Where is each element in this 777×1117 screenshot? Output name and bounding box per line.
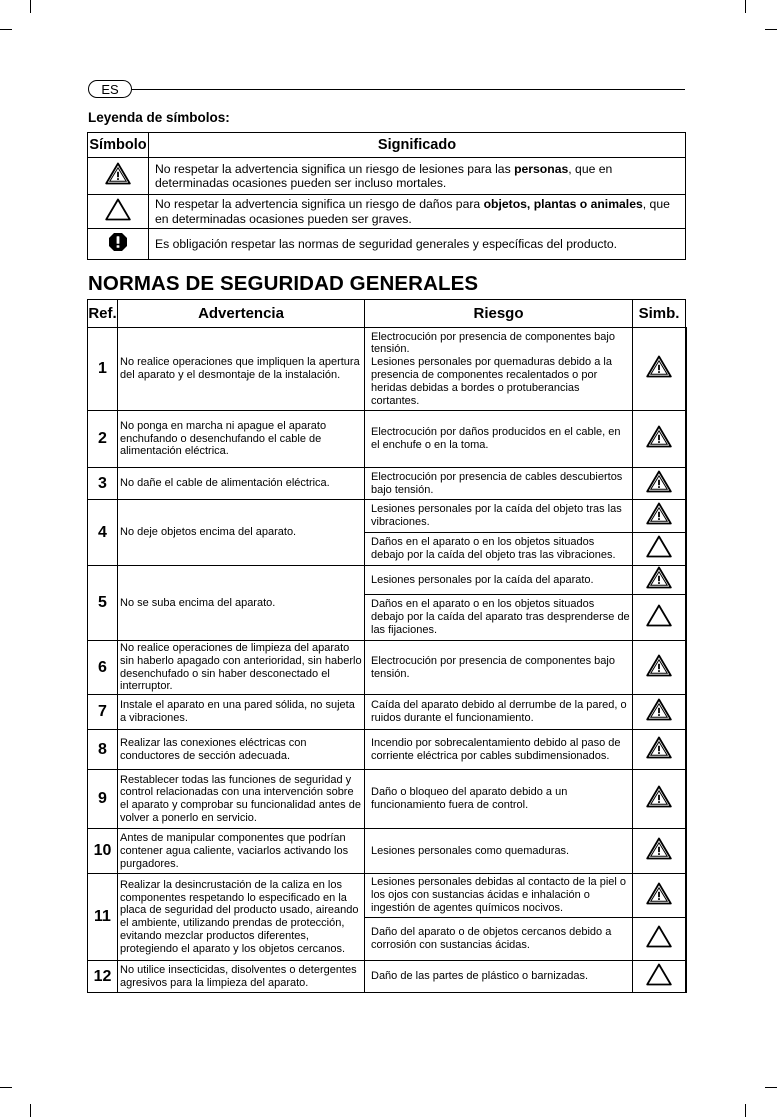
rule-row (88, 874, 686, 918)
rules-header-row (88, 300, 686, 328)
rule-ref: 8 (88, 730, 118, 770)
rule-risk: Daño del aparato o de objetos cercanos debido a corrosión con sustancias ácidas. (365, 918, 633, 961)
rule-ref: 2 (88, 411, 118, 468)
rule-ref: 4 (88, 500, 118, 566)
rule-symbol-cell (633, 770, 686, 829)
rule-risk: Lesiones personales debidas al contacto de la piel o los ojos con sustancias ácidas e inhalación o ingestión de agentes químicos nocivos. (365, 874, 633, 918)
rule-warning: No dañe el cable de alimentación eléctrica. (118, 468, 365, 500)
rule-warning: Antes de manipular componentes que podrían contener agua caliente, vaciarlos activando los purgadores. (118, 829, 365, 874)
warning-triangle-exclamation-icon (646, 736, 672, 759)
rule-risk: Incendio por sobrecalentamiento debido al paso de corriente eléctrica por cables subdimensionados. (365, 730, 633, 770)
legend-text: , que en determinadas ocasiones pueden ser graves. (155, 197, 670, 226)
rule-symbol-cell (633, 730, 686, 770)
rule-warning: No utilice insecticidas, disolventes o detergentes agresivos para la limpieza del aparato. (118, 961, 365, 993)
rule-symbol-cell (633, 328, 686, 411)
legend-text: Es obligación respetar las normas de seguridad generales y específicas del producto. (155, 236, 618, 251)
legend-meaning-cell (149, 229, 686, 260)
rules-col-ref: Ref. (88, 300, 118, 328)
legend-text: No respetar la advertencia significa un riesgo de daños para (155, 197, 484, 211)
legend-col-meaning: Significado (149, 133, 686, 158)
mandatory-exclamation-icon (108, 232, 128, 252)
legend-symbol-cell (88, 158, 149, 195)
warning-triangle-exclamation-icon (646, 837, 672, 860)
rule-symbol-cell (633, 641, 686, 695)
crop-mark-br-h (765, 1087, 777, 1088)
rule-ref: 7 (88, 695, 118, 730)
legend-row (88, 158, 686, 195)
section-title: NORMAS DE SEGURIDAD GENERALES (88, 272, 479, 295)
rule-row (88, 328, 686, 411)
rule-ref: 3 (88, 468, 118, 500)
rule-risk: Electrocución por daños producidos en el cable, en el enchufe o en la toma. (365, 411, 633, 468)
rule-symbol-cell (633, 874, 686, 918)
warning-triangle-exclamation-icon (646, 355, 672, 378)
rule-symbol-cell (633, 829, 686, 874)
crop-mark-bl-h (0, 1087, 12, 1088)
crop-mark-tl-v (30, 0, 31, 13)
warning-triangle-exclamation-icon (646, 785, 672, 808)
legend-text: No respetar la advertencia significa un riesgo de lesiones para las (155, 161, 515, 176)
legend-text: , que en determinadas ocasiones pueden ser incluso mortales. (155, 161, 613, 190)
rule-risk: Caída del aparato debido al derrumbe de la pared, o ruidos durante el funcionamiento. (365, 695, 633, 730)
crop-mark-tr-v (745, 0, 746, 13)
rule-warning: No se suba encima del aparato. (118, 566, 365, 641)
crop-mark-bl-v (30, 1104, 31, 1117)
language-badge: ES (88, 80, 132, 98)
legend-meaning-cell (149, 158, 686, 195)
rule-warning: No realice operaciones de limpieza del aparato sin haberlo apagado con anterioridad, sin haberlo desenchufado o sin haber desconectado el interruptor. (118, 641, 365, 695)
rule-warning: No realice operaciones que impliquen la apertura del aparato y el desmontaje de la instalación. (118, 328, 365, 411)
legend-text-emphasis: personas (514, 161, 569, 176)
rule-row (88, 695, 686, 730)
rule-risk: Lesiones personales como quemaduras. (365, 829, 633, 874)
legend-symbol-cell (88, 229, 149, 260)
rules-col-warning: Advertencia (118, 300, 365, 328)
legend-symbol-cell (88, 195, 149, 229)
rule-risk: Daño de las partes de plástico o barnizadas. (365, 961, 633, 993)
rule-risk: Daño o bloqueo del aparato debido a un funcionamiento fuera de control. (365, 770, 633, 829)
rule-ref: 6 (88, 641, 118, 695)
rule-row (88, 566, 686, 595)
legend-text-emphasis: objetos, plantas o animales (483, 197, 643, 211)
warning-triangle-exclamation-icon (105, 162, 131, 185)
warning-triangle-empty-icon (646, 925, 672, 948)
warning-triangle-empty-icon (105, 198, 131, 221)
safety-rules-table (87, 299, 687, 993)
rule-symbol-cell (633, 918, 686, 961)
legend-row (88, 229, 686, 260)
rule-symbol-cell (633, 566, 686, 595)
warning-triangle-exclamation-icon (646, 502, 672, 525)
legend-table (87, 132, 686, 260)
warning-triangle-empty-icon (646, 963, 672, 986)
rule-risk: Daños en el aparato o en los objetos situados debajo por la caída del aparato tras desprenderse de las fijaciones. (365, 595, 633, 641)
warning-triangle-exclamation-icon (646, 470, 672, 493)
rule-row (88, 411, 686, 468)
rule-symbol-cell (633, 500, 686, 533)
warning-triangle-exclamation-icon (646, 654, 672, 677)
rule-ref: 11 (88, 874, 118, 961)
warning-triangle-empty-icon (646, 535, 672, 558)
rule-row (88, 829, 686, 874)
rule-symbol-cell (633, 411, 686, 468)
rule-risk: Daños en el aparato o en los objetos situados debajo por la caída del objeto tras las vibraciones. (365, 533, 633, 566)
rule-row (88, 961, 686, 993)
crop-mark-br-v (745, 1104, 746, 1117)
rule-warning: Instale el aparato en una pared sólida, no sujeta a vibraciones. (118, 695, 365, 730)
rule-row (88, 500, 686, 533)
header-rule (132, 89, 685, 90)
rule-ref: 5 (88, 566, 118, 641)
rules-col-risk: Riesgo (365, 300, 633, 328)
rule-risk: Electrocución por presencia de cables descubiertos bajo tensión. (365, 468, 633, 500)
crop-mark-tl-h (0, 29, 12, 30)
legend-col-symbol: Símbolo (88, 133, 149, 158)
legend-meaning-cell (149, 195, 686, 229)
rule-ref: 1 (88, 328, 118, 411)
legend-header-row (88, 133, 686, 158)
rule-risk: Electrocución por presencia de componentes bajo tensión. Lesiones personales por quemaduras debido a la presencia de componentes recalentados o por heridas debidas a bordes o protuberancias cortantes. (365, 328, 633, 411)
warning-triangle-exclamation-icon (646, 566, 672, 589)
rule-ref: 12 (88, 961, 118, 993)
legend-title: Leyenda de símbolos: (88, 110, 230, 125)
rule-ref: 9 (88, 770, 118, 829)
rule-row (88, 641, 686, 695)
rules-col-symbol: Simb. (633, 300, 686, 328)
rule-risk: Electrocución por presencia de componentes bajo tensión. (365, 641, 633, 695)
rule-warning: Realizar las conexiones eléctricas con conductores de sección adecuada. (118, 730, 365, 770)
rule-risk: Lesiones personales por la caída del aparato. (365, 566, 633, 595)
rule-row (88, 730, 686, 770)
rule-warning: No ponga en marcha ni apague el aparato enchufando o desenchufando el cable de alimentación eléctrica. (118, 411, 365, 468)
warning-triangle-exclamation-icon (646, 698, 672, 721)
warning-triangle-exclamation-icon (646, 882, 672, 905)
rule-symbol-cell (633, 533, 686, 566)
rule-row (88, 770, 686, 829)
rule-warning: No deje objetos encima del aparato. (118, 500, 365, 566)
rule-symbol-cell (633, 961, 686, 993)
rule-warning: Realizar la desincrustación de la caliza en los componentes respetando lo especificado en la placa de seguridad del producto usado, aireando el ambiente, utilizando prendas de protección, evitando mezclar productos diferentes, protegiendo el aparato y los objetos cercanos. (118, 874, 365, 961)
rule-symbol-cell (633, 695, 686, 730)
warning-triangle-exclamation-icon (646, 425, 672, 448)
rule-symbol-cell (633, 595, 686, 641)
warning-triangle-empty-icon (646, 604, 672, 627)
rule-risk: Lesiones personales por la caída del objeto tras las vibraciones. (365, 500, 633, 533)
rule-warning: Restablecer todas las funciones de seguridad y control relacionadas con una intervención sobre el aparato y comprobar su funcionalidad antes de volver a ponerlo en servicio. (118, 770, 365, 829)
rule-ref: 10 (88, 829, 118, 874)
crop-mark-tr-h (765, 29, 777, 30)
rule-row (88, 468, 686, 500)
legend-row (88, 195, 686, 229)
rule-symbol-cell (633, 468, 686, 500)
